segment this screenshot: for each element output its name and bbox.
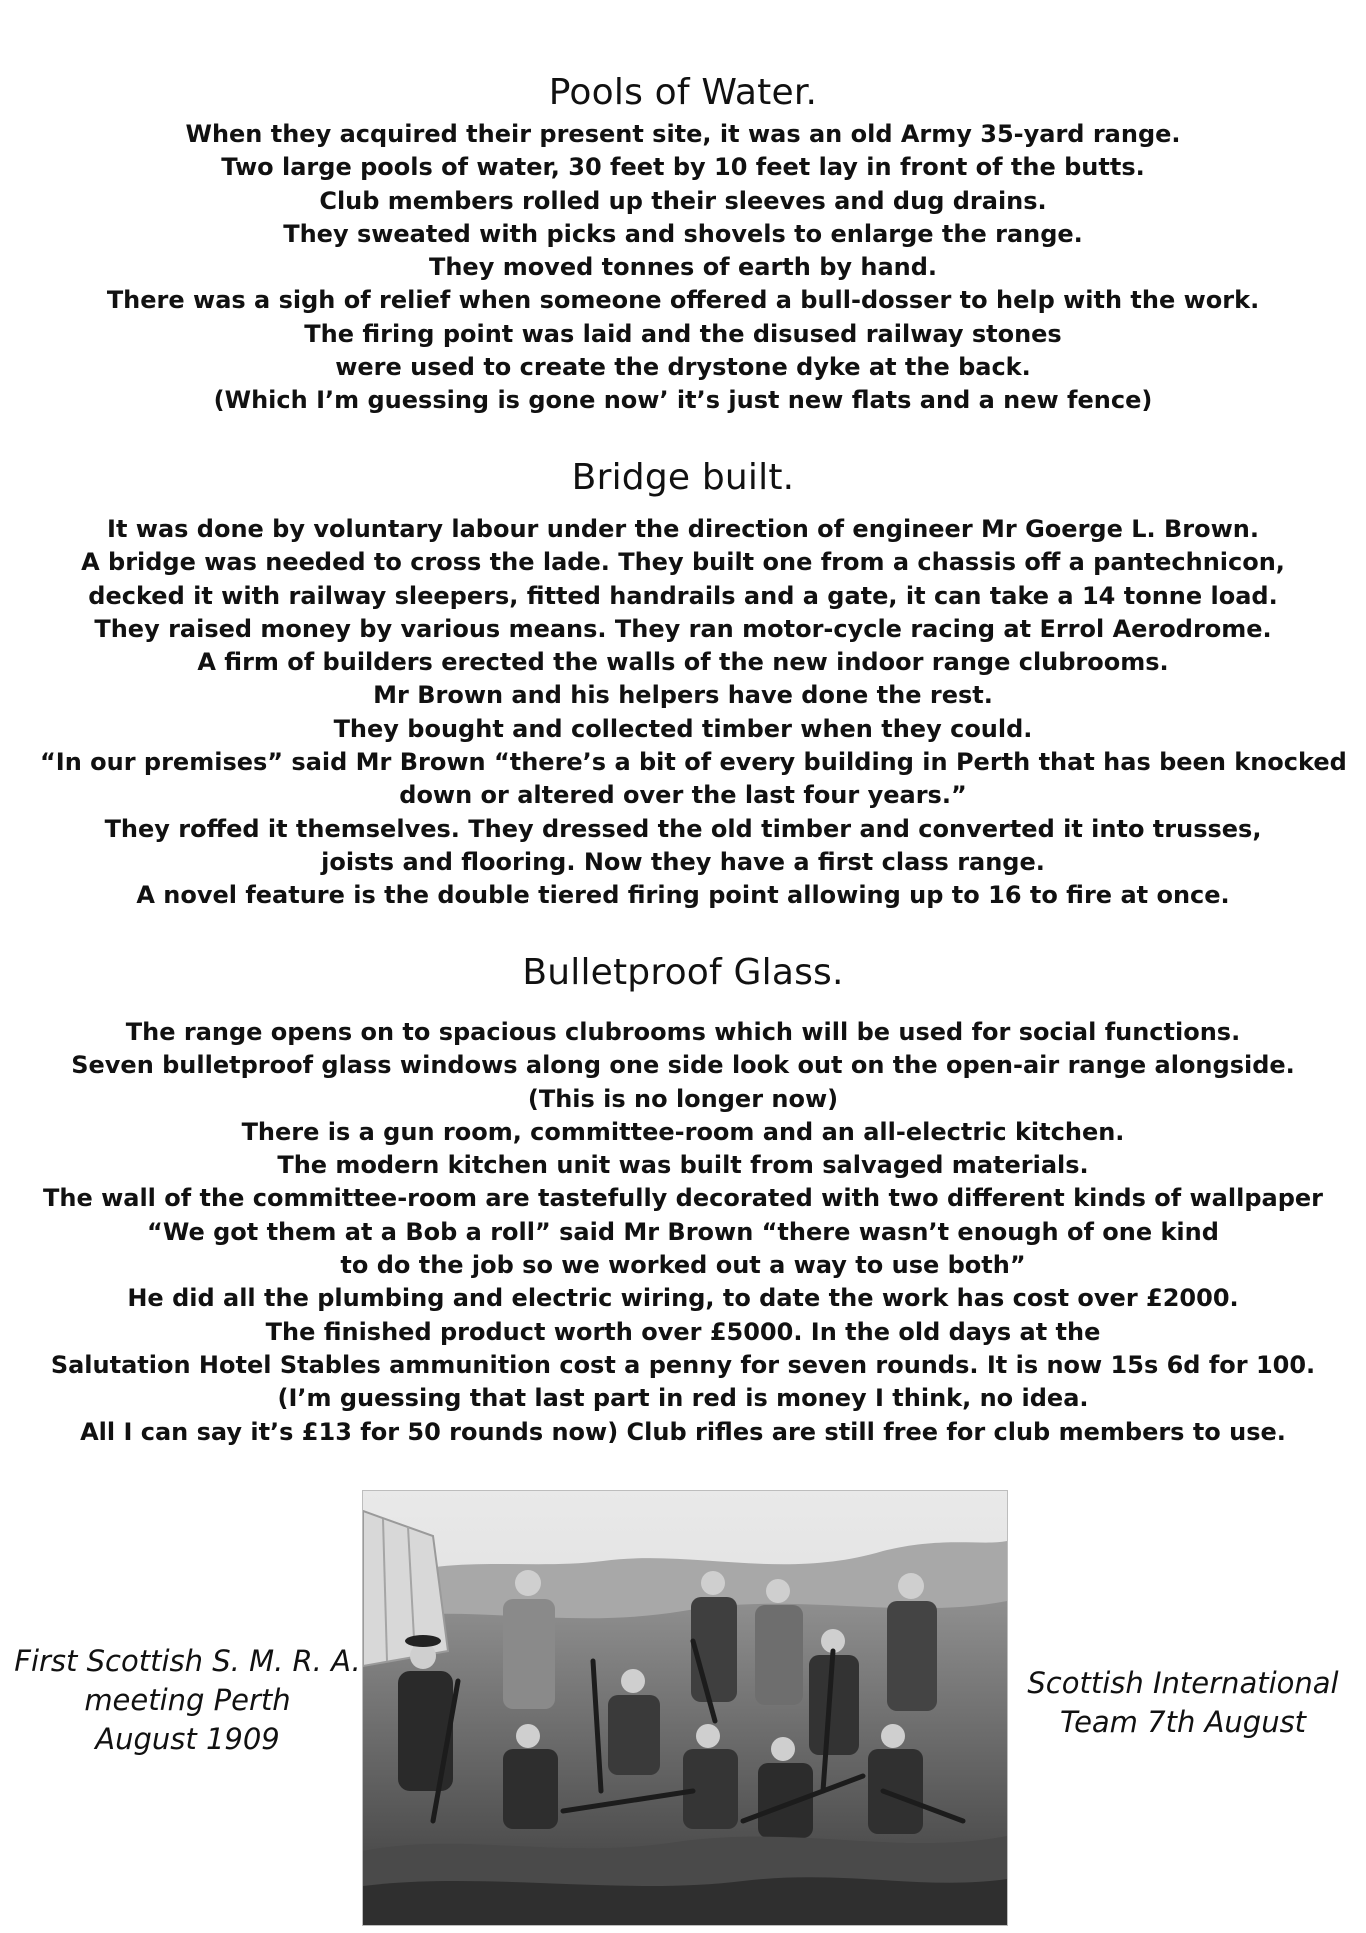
caption-line: meeting Perth: [84, 1683, 291, 1717]
photo-caption-left: [0, 1642, 375, 1759]
caption-line: First Scottish S. M. R. A.: [14, 1644, 361, 1678]
body-line: The firing point was laid and the disused railway stones: [304, 319, 1062, 348]
photo-caption-right: [1018, 1664, 1348, 1742]
section-body: [40, 513, 1347, 913]
body-line: Salutation Hotel Stables ammunition cost a penny for seven rounds. It is now 15s 6d for 100.: [50, 1350, 1316, 1379]
body-line: There was a sigh of relief when someone offered a bull-dosser to help with the work.: [106, 286, 1260, 315]
body-line: joists and flooring. Now they have a first class range.: [321, 847, 1045, 876]
team-photograph: [362, 1490, 1008, 1926]
body-line: to do the job so we worked out a way to use both”: [340, 1251, 1026, 1280]
body-line: They raised money by various means. They ran motor-cycle racing at Errol Aerodrome.: [94, 614, 1272, 643]
section-heading: Pools of Water.: [548, 72, 818, 113]
body-line: When they acquired their present site, it was an old Army 35-yard range.: [185, 120, 1181, 148]
body-line: The finished product worth over £5000. In the old days at the: [265, 1317, 1101, 1346]
body-line: were used to create the drystone dyke at the back.: [335, 353, 1031, 382]
body-line: They moved tonnes of earth by hand.: [428, 253, 938, 282]
body-line: Club members rolled up their sleeves and dug drains.: [319, 186, 1047, 215]
body-line: (This is no longer now): [527, 1084, 839, 1113]
body-line: “In our premises” said Mr Brown “there’s a bit of every building in Perth that has been knocked: [40, 748, 1347, 777]
body-line: decked it with railway sleepers, fitted handrails and a gate, it can take a 14 tonne load.: [88, 581, 1278, 610]
caption-line: Scottish International: [1027, 1666, 1339, 1700]
body-line: All I can say it’s £13 for 50 rounds now) Club rifles are still free for club members to use.: [80, 1417, 1286, 1446]
section-bridge-built: [40, 455, 1347, 913]
body-line: He did all the plumbing and electric wiring, to date the work has cost over £2000.: [127, 1284, 1239, 1313]
body-line: A bridge was needed to cross the lade. They built one from a chassis off a pantechnicon,: [81, 548, 1285, 577]
body-line: The range opens on to spacious clubrooms which will be used for social functions.: [125, 1018, 1241, 1046]
body-line: A novel feature is the double tiered firing point allowing up to 16 to fire at once.: [136, 881, 1230, 910]
body-line: It was done by voluntary labour under the direction of engineer Mr Goerge L. Brown.: [107, 515, 1259, 543]
body-line: down or altered over the last four years.”: [399, 781, 967, 810]
section-heading: Bridge built.: [571, 457, 795, 498]
body-line: “We got them at a Bob a roll” said Mr Brown “there wasn’t enough of one kind: [147, 1217, 1219, 1246]
body-line: They sweated with picks and shovels to enlarge the range.: [283, 219, 1083, 248]
body-line: Two large pools of water, 30 feet by 10 feet lay in front of the butts.: [221, 153, 1145, 182]
body-line: (I’m guessing that last part in red is money I think, no idea.: [277, 1384, 1089, 1413]
body-line: Seven bulletproof glass windows along one side look out on the open-air range alongside.: [71, 1051, 1295, 1080]
body-line: (Which I’m guessing is gone now’ it’s just new flats and a new fence): [213, 386, 1153, 415]
caption-line: Team 7th August: [1059, 1705, 1307, 1739]
body-line: The modern kitchen unit was built from salvaged materials.: [277, 1151, 1089, 1180]
body-line: Mr Brown and his helpers have done the rest.: [373, 681, 993, 710]
body-line: A firm of builders erected the walls of the new indoor range clubrooms.: [197, 648, 1169, 677]
body-line: There is a gun room, committee-room and an all-electric kitchen.: [241, 1117, 1125, 1146]
body-line: They roffed it themselves. They dressed the old timber and converted it into trusses,: [104, 814, 1262, 843]
section-pools-of-water: [40, 70, 1326, 418]
section-heading: Bulletproof Glass.: [522, 952, 844, 993]
section-body: [40, 1016, 1326, 1449]
section-bulletproof-glass: [40, 950, 1326, 1449]
body-line: They bought and collected timber when they could.: [333, 714, 1033, 743]
caption-line: August 1909: [95, 1722, 280, 1756]
team-photograph-image: [363, 1491, 1007, 1925]
body-line: The wall of the committee-room are tastefully decorated with two different kinds of wallpaper: [43, 1184, 1323, 1213]
section-body: [40, 118, 1326, 418]
